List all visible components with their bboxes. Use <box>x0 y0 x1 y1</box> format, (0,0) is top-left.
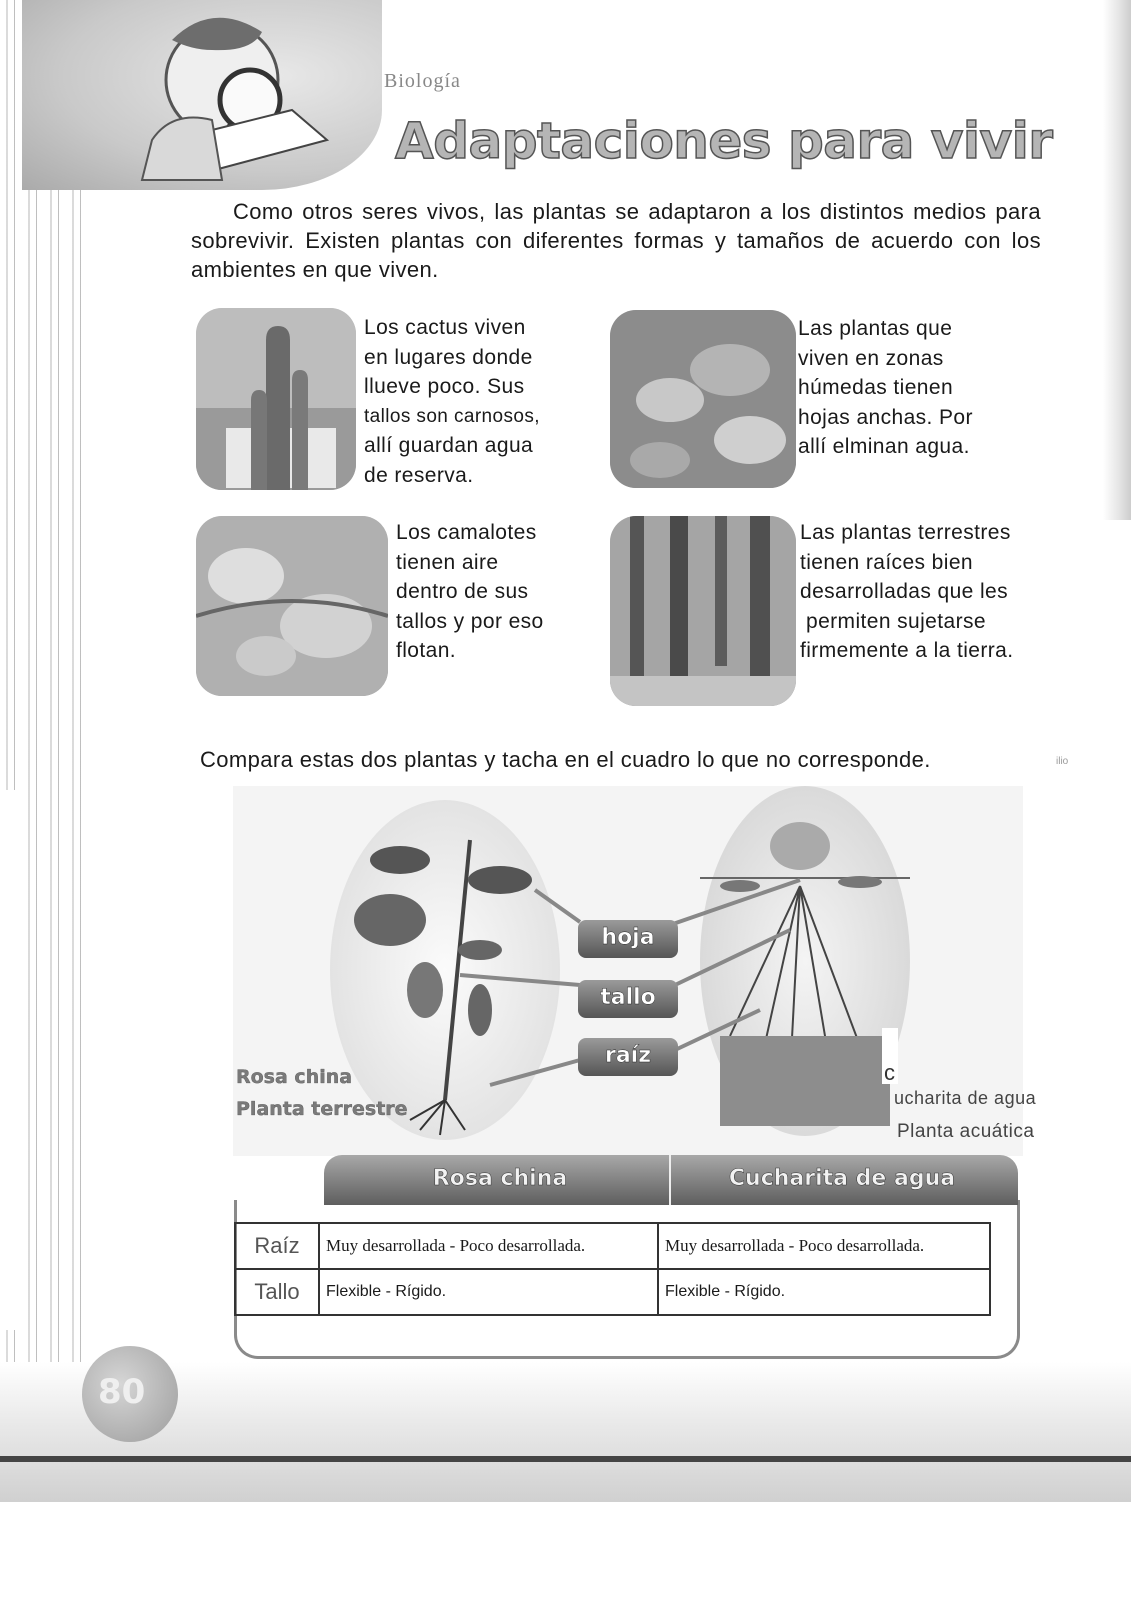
scan-binding-gap <box>0 790 20 1330</box>
cactus-photo <box>196 308 356 490</box>
table-row <box>235 1223 990 1269</box>
activity-instruction: Compara estas dos plantas y tacha en el cuadro lo que no corresponde. <box>200 747 931 772</box>
scan-right-edge <box>1103 0 1131 520</box>
page-number: 80 <box>98 1372 146 1412</box>
card-camalotes-text: Los camalotes tienen aire dentro de sus tallos y por eso flotan. <box>396 521 544 662</box>
intro-paragraph: Como otros seres vivos, las plantas se adaptaron a los distintos medios para sobrevivir. Existen plantas con diferentes formas y tamaños de acuerdo con los ambientes en que viven. <box>191 199 1041 282</box>
header-rosa-china: Rosa china <box>432 1166 568 1191</box>
rosa-china-caption: Rosa china <box>236 1066 353 1088</box>
cell-raiz-rosa[interactable]: Muy desarrollada - Poco desarrollada. <box>319 1223 658 1269</box>
label-tallo: tallo <box>578 980 678 1018</box>
row-label-tallo: Tallo <box>235 1269 319 1315</box>
humid-plants-photo <box>610 310 796 488</box>
card-cactus-text: Los cactus viven en lugares donde llueve poco. Sus tallos son carnosos, allí guardan agua de reserva. <box>364 316 540 487</box>
cell-tallo-cucharita[interactable]: Flexible - Rígido. <box>658 1269 990 1315</box>
label-raiz: raíz <box>578 1038 678 1076</box>
card-humid-text: Las plantas que viven en zonas húmedas tienen hojas anchas. Por allí elminan agua. <box>798 317 973 458</box>
cell-tallo-rosa[interactable]: Flexible - Rígido. <box>319 1269 658 1315</box>
boy-reading-illustration <box>22 0 382 190</box>
forest-photo <box>610 516 796 706</box>
comparison-table <box>234 1222 991 1316</box>
cell-raiz-cucharita[interactable]: Muy desarrollada - Poco desarrollada. <box>658 1223 990 1269</box>
header-cucharita: Cucharita de agua <box>728 1166 956 1191</box>
cucharita-type: Planta acuática <box>897 1121 1035 1142</box>
row-label-raiz: Raíz <box>235 1223 319 1269</box>
header-illustration <box>22 0 382 190</box>
card-terrestrial-text: Las plantas terrestres tienen raíces bien desarrolladas que les permiten sujetarse firmemente a la tierra. <box>800 521 1014 662</box>
table-row <box>235 1269 990 1315</box>
camalotes-photo <box>196 516 388 696</box>
rosa-china-type: Planta terrestre <box>236 1098 408 1120</box>
cucharita-initial: c <box>884 1060 895 1085</box>
label-hoja: hoja <box>578 920 678 958</box>
page-footer-line <box>0 1456 1131 1462</box>
cucharita-caption: ucharita de agua <box>894 1088 1037 1108</box>
stray-mark: ilio <box>1056 756 1069 767</box>
page-title: Adaptaciones para vivir <box>395 112 1053 170</box>
subject-label: Biología <box>384 70 461 92</box>
